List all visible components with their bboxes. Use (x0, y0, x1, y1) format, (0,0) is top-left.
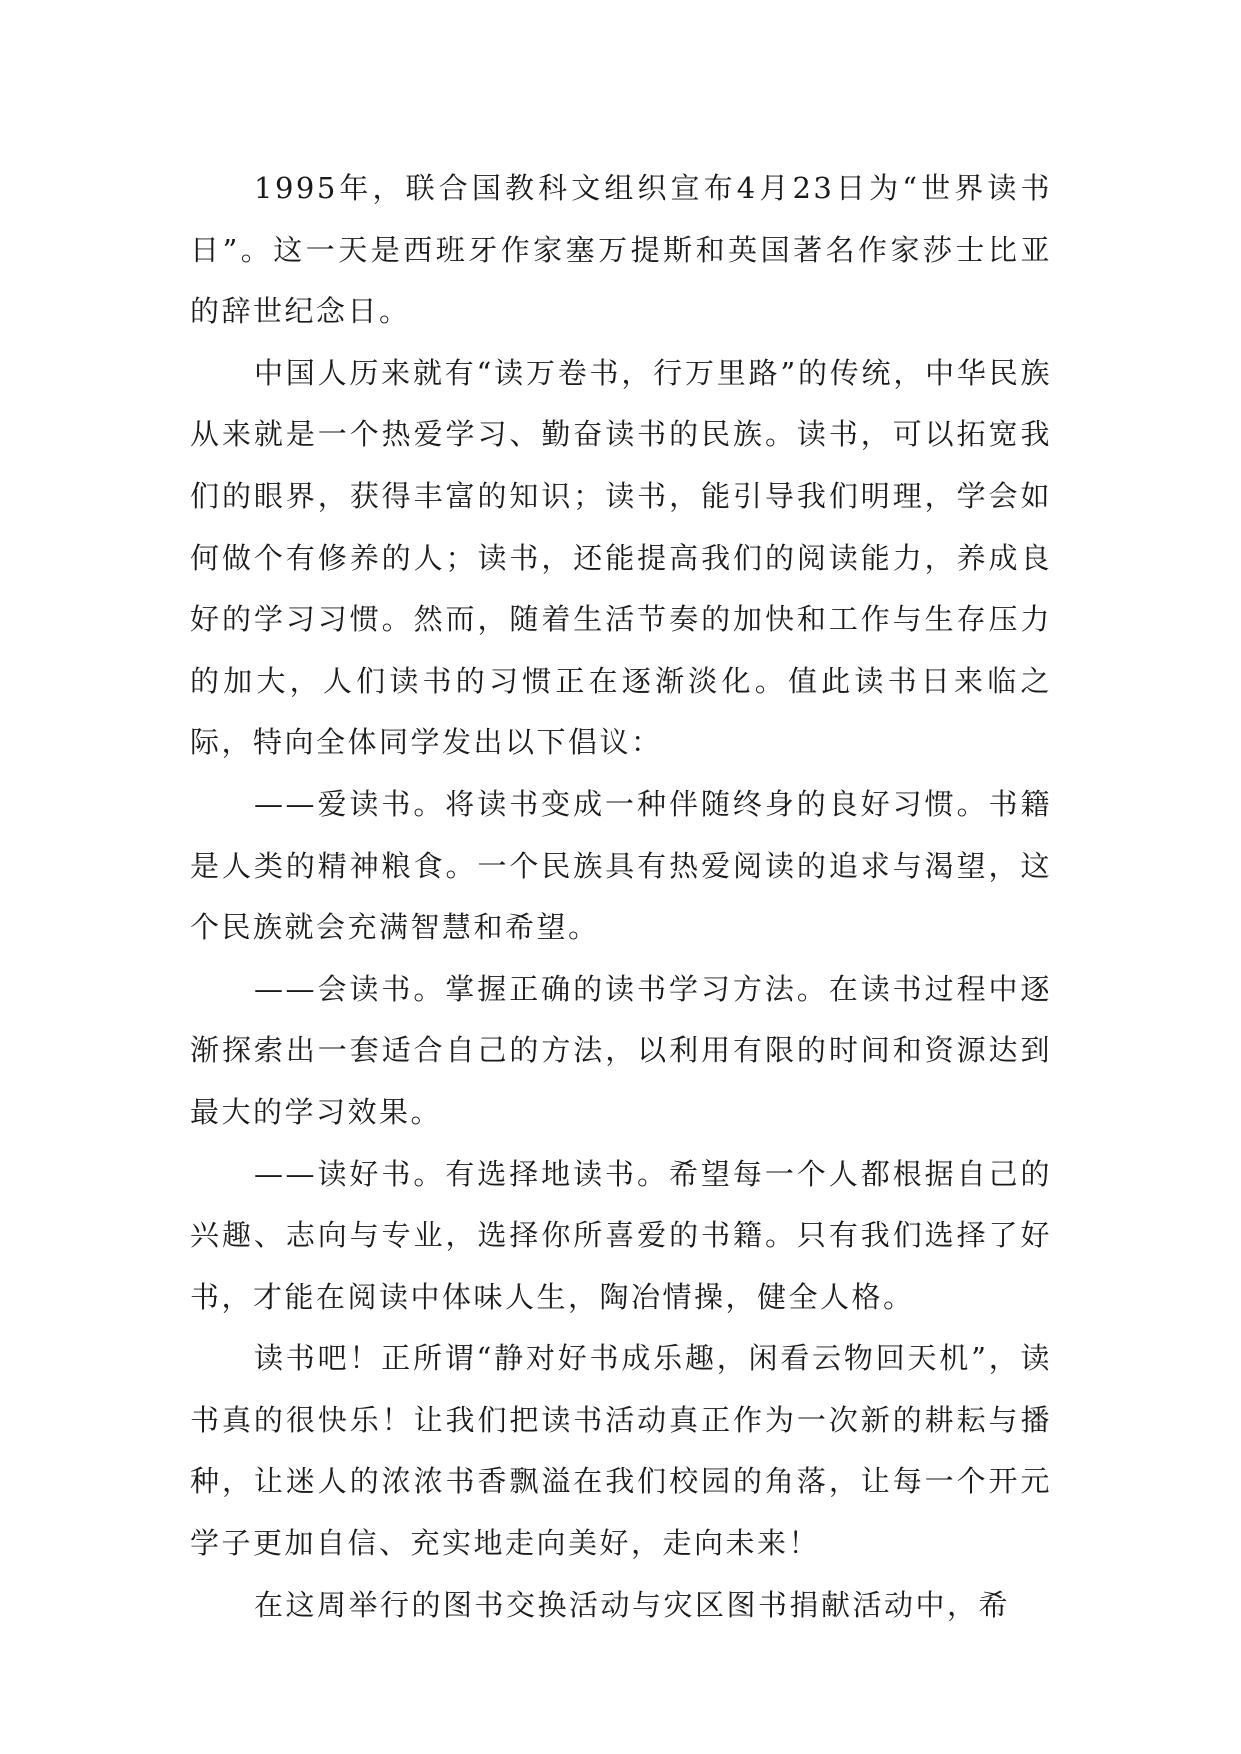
paragraph-world-book-day: 1995年，联合国教科文组织宣布4月23日为“世界读书日”。这一天是西班牙作家塞万提斯和英国著名作家莎士比亚的辞世纪念日。 (190, 171, 1052, 329)
paragraph-read-well: ——会读书。掌握正确的读书学习方法。在读书过程中逐渐探索出一套适合自己的方法，以利用有限的时间和资源达到最大的学习效果。 (190, 971, 1052, 1129)
paragraph-love-reading: ——爱读书。将读书变成一种伴随终身的良好习惯。书籍是人类的精神粮食。一个民族具有热爱阅读的追求与渴望，这个民族就会充满智慧和希望。 (190, 786, 1052, 945)
paragraph-read-good-books: ——读好书。有选择地读书。希望每一个人都根据自己的兴趣、志向与专业，选择你所喜爱的书籍。只有我们选择了好书，才能在阅读中体味人生，陶冶情操，健全人格。 (190, 1156, 1052, 1314)
paragraph-call-to-read: 读书吧！正所谓“静对好书成乐趣，闲看云物回天机”，读书真的很快乐！让我们把读书活动真正作为一次新的耕耘与播种，让迷人的浓浓书香飘溢在我们校园的角落，让每一个开元学子更加自信、充实地走向美好，走向未来！ (190, 1341, 1052, 1561)
document-body (190, 158, 1052, 1636)
paragraph-book-exchange: 在这周举行的图书交换活动与灾区图书捐献活动中，希 (254, 1587, 1011, 1622)
paragraph-reading-tradition: 中国人历来就有“读万卷书，行万里路”的传统，中华民族从来就是一个热爱学习、勤奋读书的民族。读书，可以拓宽我们的眼界，获得丰富的知识；读书，能引导我们明理，学会如何做个有修养的人；读书，还能提高我们的阅读能力，养成良好的学习习惯。然而，随着生活节奏的加快和工作与生存压力的加大，人们读书的习惯正在逐渐淡化。值此读书日来临之际，特向全体同学发出以下倡议： (190, 355, 1052, 760)
